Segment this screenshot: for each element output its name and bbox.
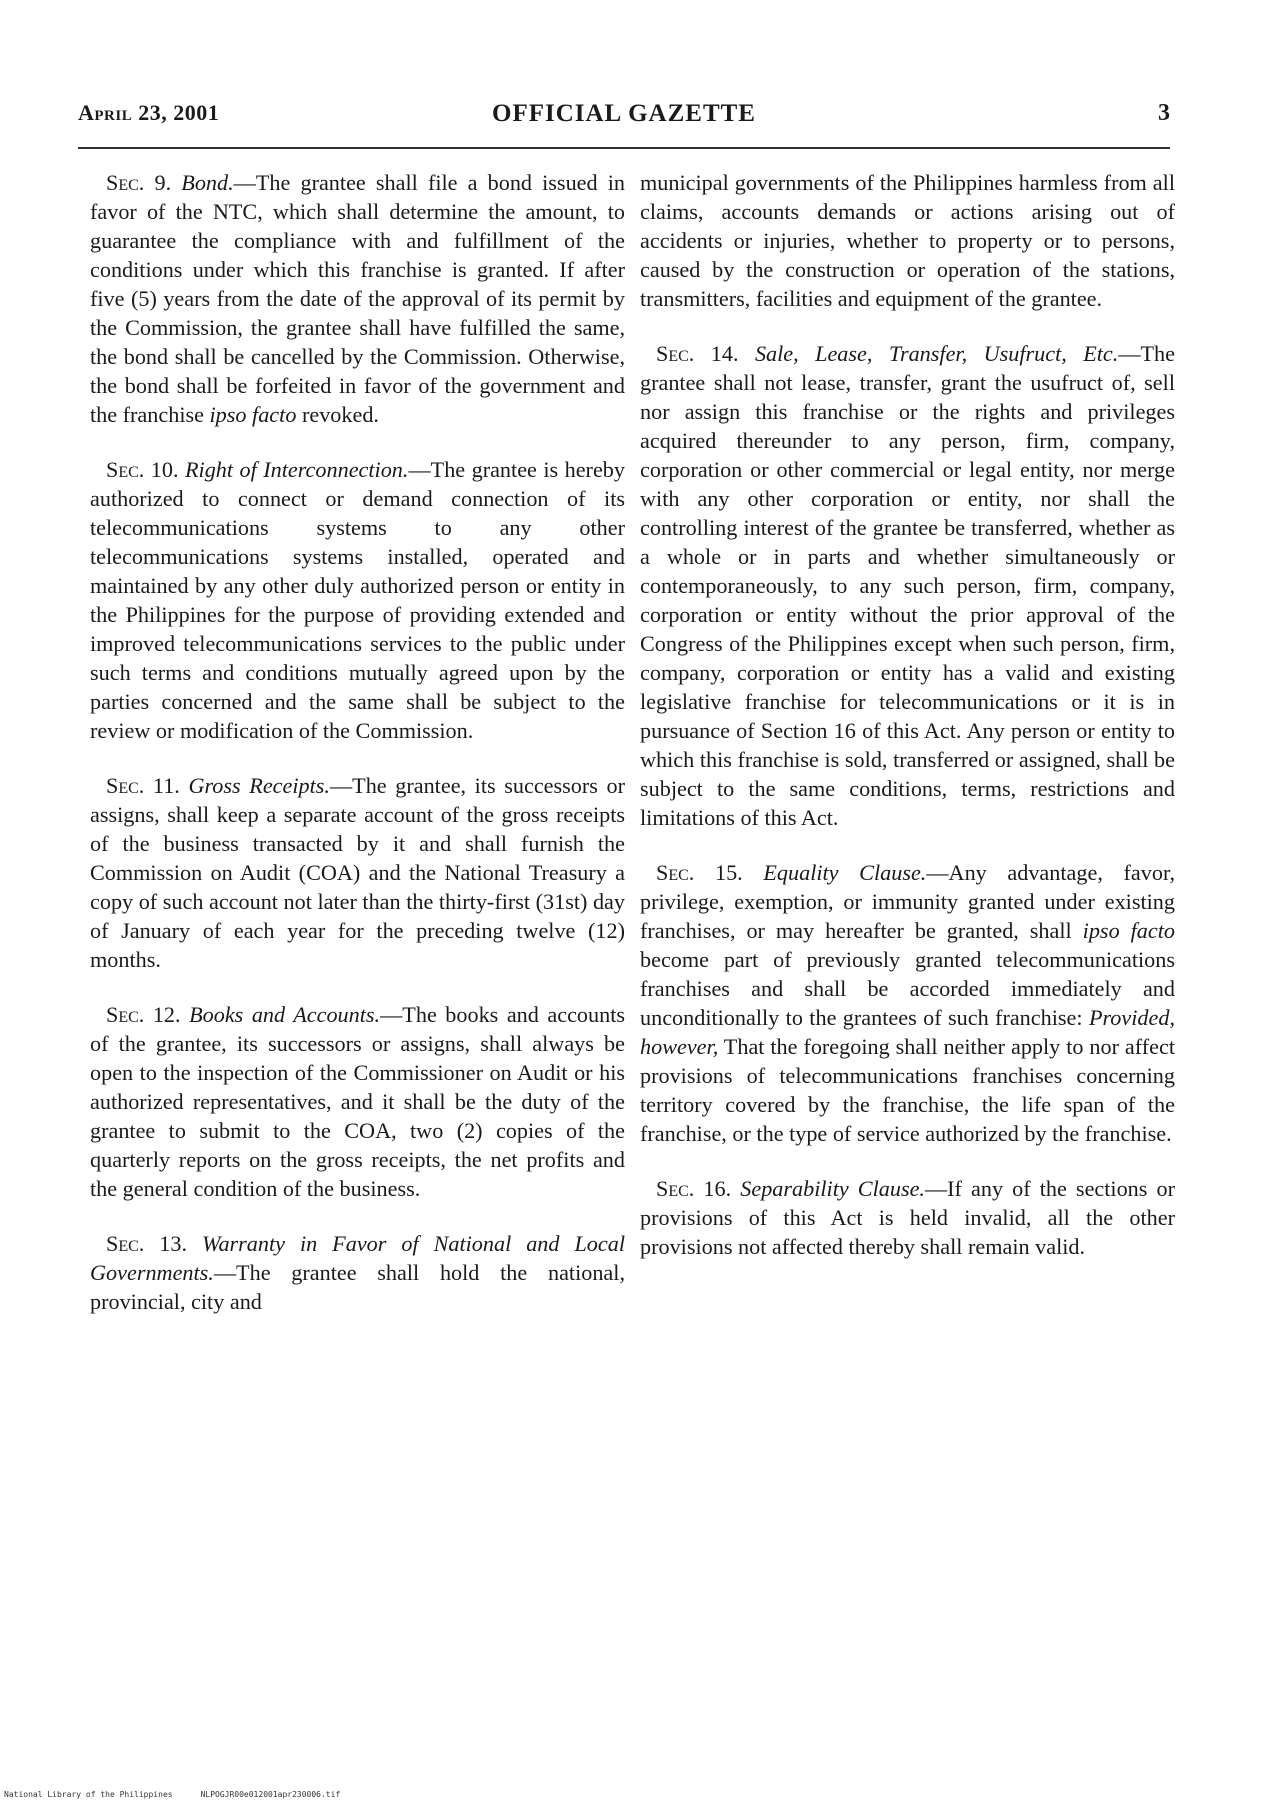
- section-9-title: Bond.: [181, 170, 234, 195]
- section-15-italic-a: ipso facto: [1082, 918, 1175, 943]
- scan-footer: [4, 1790, 368, 1799]
- section-13-label: Sec. 13.: [106, 1231, 188, 1256]
- section-10-text: —The grantee is hereby authorized to connect or demand connection of its telecommunications systems to any other telecommunications systems installed, operated and maintained by any other duly authorized person or entity in the Philippines for the purpose of providing extended and improved telecommunications services to the public under such terms and conditions mutually agreed upon by the parties concerned and the same shall be subject to the review or modification of the Commission.: [90, 457, 625, 743]
- section-9-label: Sec. 9.: [106, 170, 172, 195]
- header-rule: [78, 147, 1170, 149]
- section-16-label: Sec. 16.: [656, 1176, 732, 1201]
- section-9-italic: ipso facto: [209, 402, 297, 427]
- section-10-label: Sec. 10.: [106, 457, 179, 482]
- section-11-label: Sec. 11.: [106, 773, 180, 798]
- section-15-text-b: become part of previously granted telecommunications franchises and shall be accorded immediately and unconditionally to the grantees of such franchise:: [640, 947, 1175, 1030]
- section-16-text: —If any of the sections or provisions of this Act is held invalid, all the other provisions not affected thereby shall remain valid.: [640, 1176, 1175, 1259]
- section-15-italic-b: Provided, however,: [640, 1005, 1175, 1059]
- section-15: [640, 858, 1175, 1148]
- section-15-text-a: —Any advantage, favor, privilege, exemption, or immunity granted under existing franchises, or may hereafter be granted, shall: [640, 860, 1175, 943]
- section-11: [90, 771, 625, 974]
- section-13: [90, 1229, 625, 1316]
- header-date: April 23, 2001: [78, 100, 220, 125]
- section-14-text: —The grantee shall not lease, transfer, grant the usufruct of, sell nor assign this franchise or the rights and privileges acquired thereunder to any person, firm, company, corporation or other commercial or legal entity, nor merge with any other corporation or entity, nor shall the controlling interest of the grantee be transferred, whether as a whole or in parts and whether simultaneously or contemporaneously, to any such person, firm, company, corporation or entity without the prior approval of the Congress of the Philippines except when such person, firm, company, corporation or entity has a valid and existing legislative franchise for telecommunications or it is in pursuance of Section 16 of this Act. Any person or entity to which this franchise is sold, transferred or assigned, shall be subject to the same conditions, terms, restrictions and limitations of this Act.: [640, 341, 1175, 830]
- section-14: [640, 339, 1175, 832]
- section-13-continued: municipal governments of the Philippines harmless from all claims, accounts demands or actions arising out of accidents or injuries, whether to property or to persons, caused by the construction or operation of the stations, transmitters, facilities and equipment of the grantee.: [640, 170, 1175, 311]
- page-header: [78, 100, 1170, 134]
- section-9: [90, 168, 625, 429]
- section-16-title: Separability Clause.: [740, 1176, 925, 1201]
- section-12-label: Sec. 12.: [106, 1002, 181, 1027]
- section-10: [90, 455, 625, 745]
- section-11-text: —The grantee, its successors or assigns, shall keep a separate account of the gross receipts of the business transacted by it and shall furnish the Commission on Audit (COA) and the National Treasury a copy of such account not later than the thirty-first (31st) day of January of each year for the preceding twelve (12) months.: [90, 773, 625, 972]
- section-10-title: Right of Interconnection.: [185, 457, 409, 482]
- section-13-text: —The grantee shall hold the national, provincial, city and: [90, 1260, 625, 1314]
- section-16: [640, 1174, 1175, 1261]
- section-11-title: Gross Receipts.: [188, 773, 330, 798]
- header-title: OFFICIAL GAZETTE: [492, 100, 756, 127]
- footer-file-id: NLPOGJR00e012001apr230006.tif: [200, 1790, 341, 1799]
- left-column: [90, 168, 625, 1342]
- footer-library: National Library of the Philippines: [4, 1790, 173, 1799]
- section-14-title: Sale, Lease, Transfer, Usufruct, Etc.: [754, 341, 1119, 366]
- right-column: [640, 168, 1175, 1287]
- section-15-title: Equality Clause.: [763, 860, 927, 885]
- section-12-title: Books and Accounts.: [189, 1002, 381, 1027]
- section-14-label: Sec. 14.: [656, 341, 739, 366]
- section-9-text-b: revoked.: [296, 402, 379, 427]
- section-12-text: —The books and accounts of the grantee, its successors or assigns, shall always be open to the inspection of the Commissioner on Audit or his authorized representatives, and it shall be the duty of the grantee to submit to the COA, two (2) copies of the quarterly reports on the gross receipts, the net profits and the general condition of the business.: [90, 1002, 625, 1201]
- header-page-number: 3: [1158, 100, 1170, 126]
- section-12: [90, 1000, 625, 1203]
- section-15-label: Sec. 15.: [656, 860, 743, 885]
- section-13-title: Warranty in Favor of National and Local Governments.: [90, 1231, 625, 1285]
- section-9-text-a: —The grantee shall file a bond issued in favor of the NTC, which shall determine the amount, to guarantee the compliance with and fulfillment of the conditions under which this franchise is granted. If after five (5) years from the date of the approval of its permit by the Commission, the grantee shall have fulfilled the same, the bond shall be cancelled by the Commission. Otherwise, the bond shall be forfeited in favor of the government and the franchise: [90, 170, 626, 427]
- section-15-text-c: That the foregoing shall neither apply to nor affect provisions of telecommunications franchises concerning territory covered by the franchise, the life span of the franchise, or the type of service authorized by the franchise.: [640, 1034, 1175, 1146]
